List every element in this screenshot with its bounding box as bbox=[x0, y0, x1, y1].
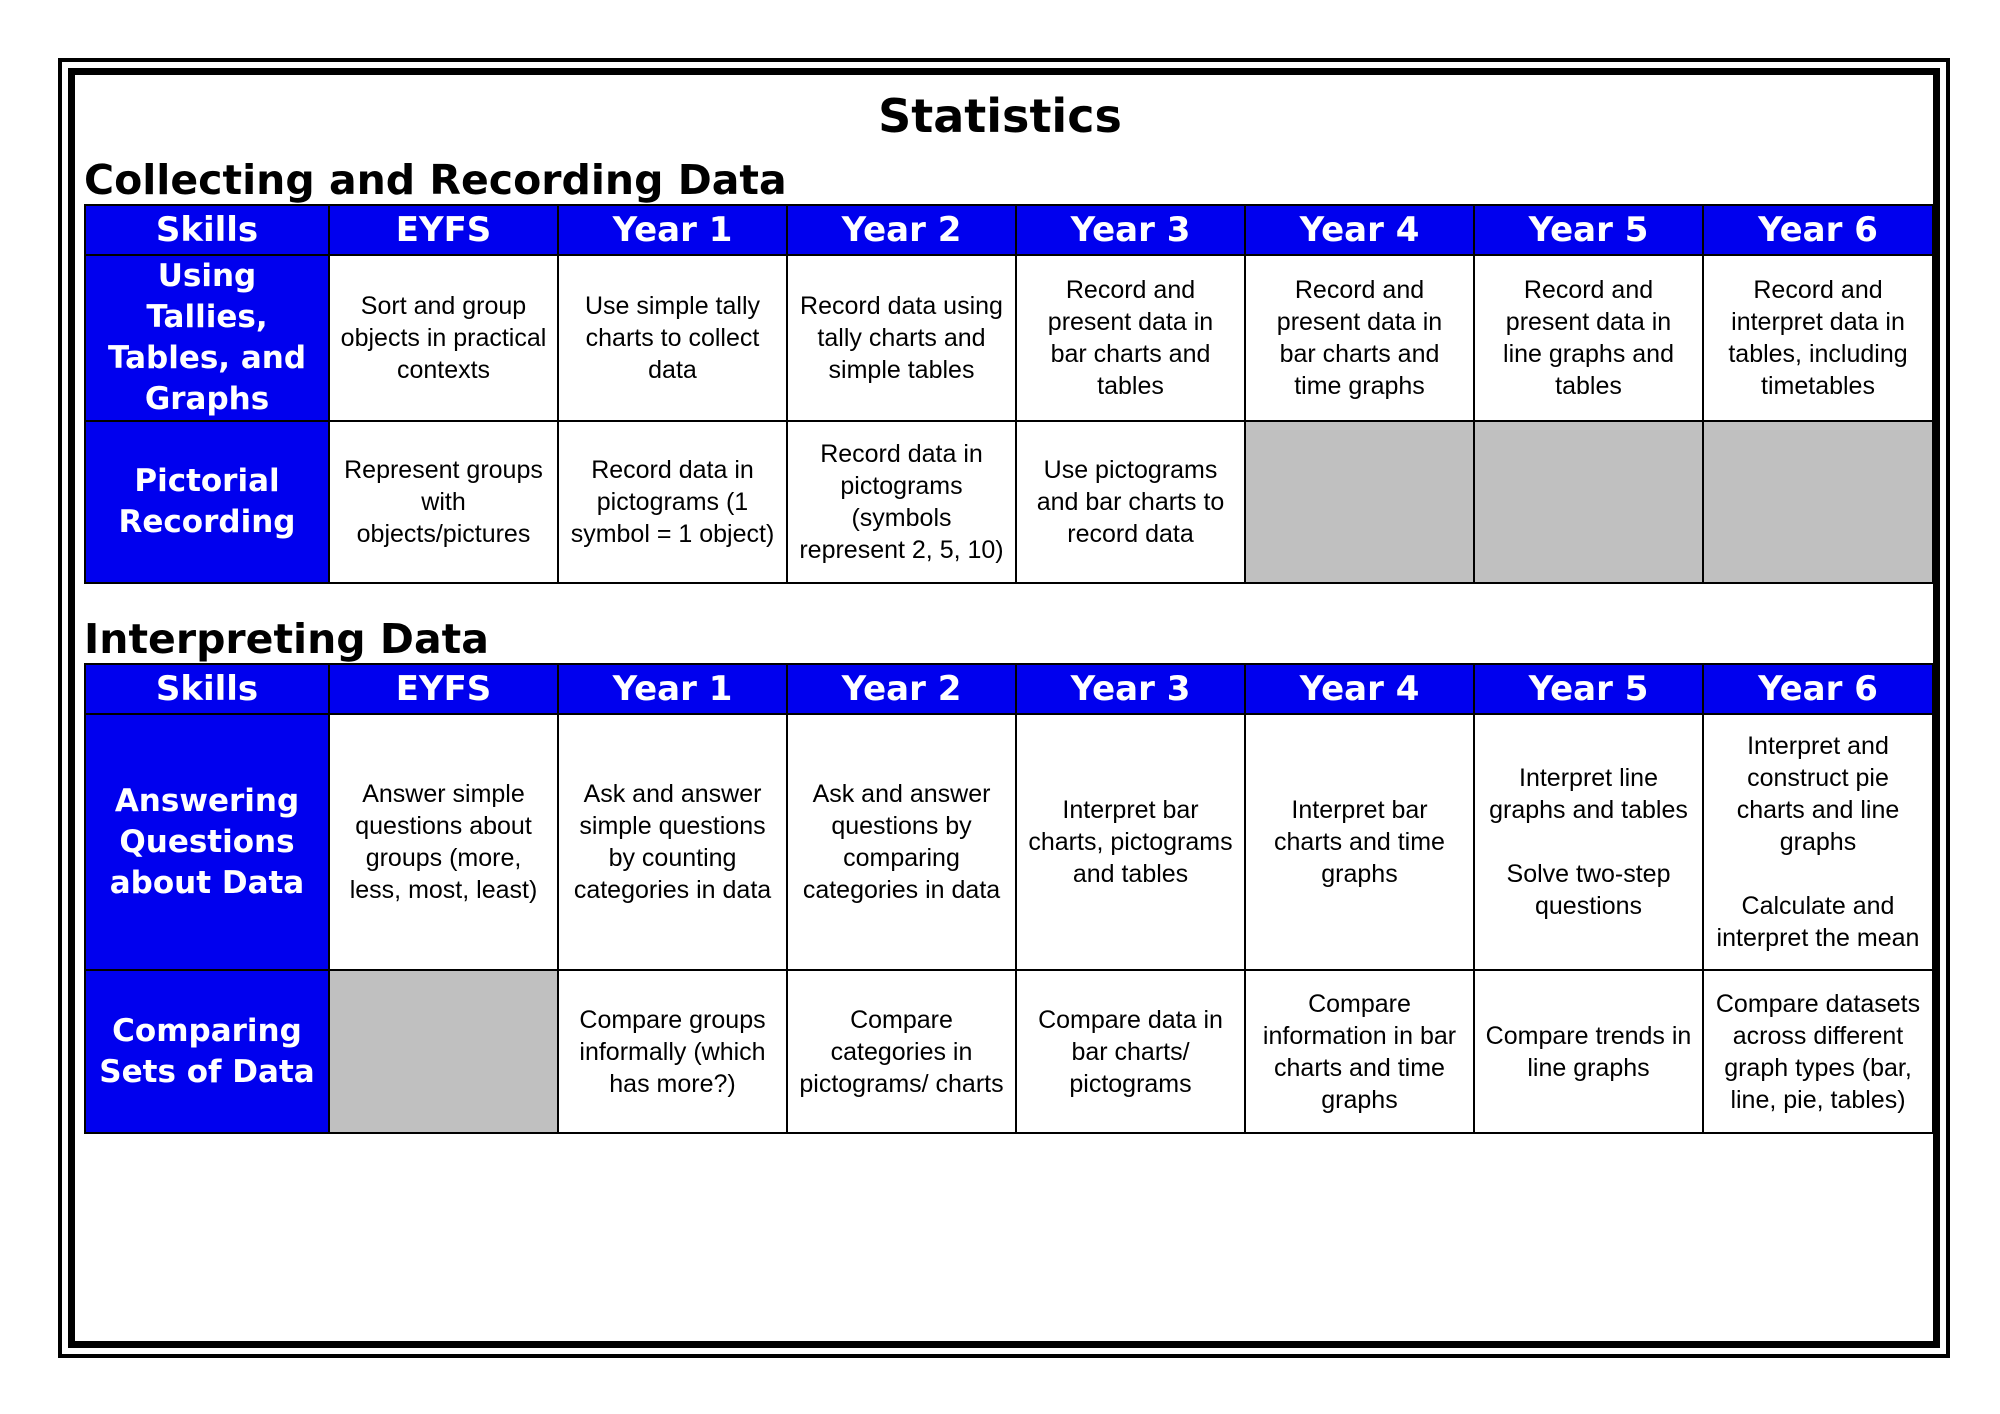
cell-year-5-empty bbox=[1474, 421, 1703, 583]
cell-year-3: Record and present data in bar charts and tables bbox=[1016, 255, 1245, 421]
header-row bbox=[85, 205, 1933, 255]
skill-answering-questions: Answering Questions about Data bbox=[85, 714, 329, 970]
skill-pictorial-recording: Pictorial Recording bbox=[85, 421, 329, 583]
table-row bbox=[85, 255, 1933, 421]
cell-year-2: Record data in pictograms (symbols represent 2, 5, 10) bbox=[787, 421, 1016, 583]
table-row bbox=[85, 421, 1933, 583]
cell-year-3: Compare data in bar charts/ pictograms bbox=[1016, 970, 1245, 1133]
section-title-collecting: Collecting and Recording Data bbox=[84, 156, 787, 204]
header-year-3: Year 3 bbox=[1016, 664, 1245, 714]
cell-year-3: Interpret bar charts, pictograms and tables bbox=[1016, 714, 1245, 970]
header-skills: Skills bbox=[85, 205, 329, 255]
cell-year-1: Compare groups informally (which has more?) bbox=[558, 970, 787, 1133]
cell-year-2: Ask and answer questions by comparing categories in data bbox=[787, 714, 1016, 970]
cell-year-1: Use simple tally charts to collect data bbox=[558, 255, 787, 421]
cell-year-4-empty bbox=[1245, 421, 1474, 583]
cell-eyfs: Answer simple questions about groups (more, less, most, least) bbox=[329, 714, 558, 970]
cell-year-2: Record data using tally charts and simple tables bbox=[787, 255, 1016, 421]
cell-year-1: Record data in pictograms (1 symbol = 1 object) bbox=[558, 421, 787, 583]
cell-eyfs-empty bbox=[329, 970, 558, 1133]
header-year-5: Year 5 bbox=[1474, 205, 1703, 255]
skill-comparing-sets: Comparing Sets of Data bbox=[85, 970, 329, 1133]
cell-year-6-empty bbox=[1703, 421, 1933, 583]
cell-eyfs: Sort and group objects in practical contexts bbox=[329, 255, 558, 421]
header-year-6: Year 6 bbox=[1703, 664, 1933, 714]
header-year-2: Year 2 bbox=[787, 205, 1016, 255]
header-year-5: Year 5 bbox=[1474, 664, 1703, 714]
table-row bbox=[85, 970, 1933, 1133]
cell-year-3: Use pictograms and bar charts to record data bbox=[1016, 421, 1245, 583]
cell-year-1: Ask and answer simple questions by counting categories in data bbox=[558, 714, 787, 970]
cell-year-4: Interpret bar charts and time graphs bbox=[1245, 714, 1474, 970]
cell-year-5: Compare trends in line graphs bbox=[1474, 970, 1703, 1133]
cell-year-4: Record and present data in bar charts and time graphs bbox=[1245, 255, 1474, 421]
collecting-recording-table bbox=[84, 204, 1934, 584]
cell-year-5: Record and present data in line graphs and tables bbox=[1474, 255, 1703, 421]
cell-eyfs: Represent groups with objects/pictures bbox=[329, 421, 558, 583]
header-row bbox=[85, 664, 1933, 714]
header-year-1: Year 1 bbox=[558, 205, 787, 255]
cell-year-5: Interpret line graphs and tables Solve two-step questions bbox=[1474, 714, 1703, 970]
cell-year-6: Record and interpret data in tables, including timetables bbox=[1703, 255, 1933, 421]
header-year-2: Year 2 bbox=[787, 664, 1016, 714]
interpreting-data-table bbox=[84, 663, 1934, 1134]
cell-year-2: Compare categories in pictograms/ charts bbox=[787, 970, 1016, 1133]
cell-year-6: Compare datasets across different graph types (bar, line, pie, tables) bbox=[1703, 970, 1933, 1133]
header-year-4: Year 4 bbox=[1245, 205, 1474, 255]
header-eyfs: EYFS bbox=[329, 205, 558, 255]
cell-year-6: Interpret and construct pie charts and line graphs Calculate and interpret the mean bbox=[1703, 714, 1933, 970]
cell-year-4: Compare information in bar charts and time graphs bbox=[1245, 970, 1474, 1133]
header-year-1: Year 1 bbox=[558, 664, 787, 714]
skill-using-tallies: Using Tallies, Tables, and Graphs bbox=[85, 255, 329, 421]
header-year-4: Year 4 bbox=[1245, 664, 1474, 714]
section-title-interpreting: Interpreting Data bbox=[84, 615, 489, 663]
header-year-6: Year 6 bbox=[1703, 205, 1933, 255]
header-skills: Skills bbox=[85, 664, 329, 714]
page-title: Statistics bbox=[878, 89, 1122, 143]
table-row bbox=[85, 714, 1933, 970]
header-year-3: Year 3 bbox=[1016, 205, 1245, 255]
header-eyfs: EYFS bbox=[329, 664, 558, 714]
